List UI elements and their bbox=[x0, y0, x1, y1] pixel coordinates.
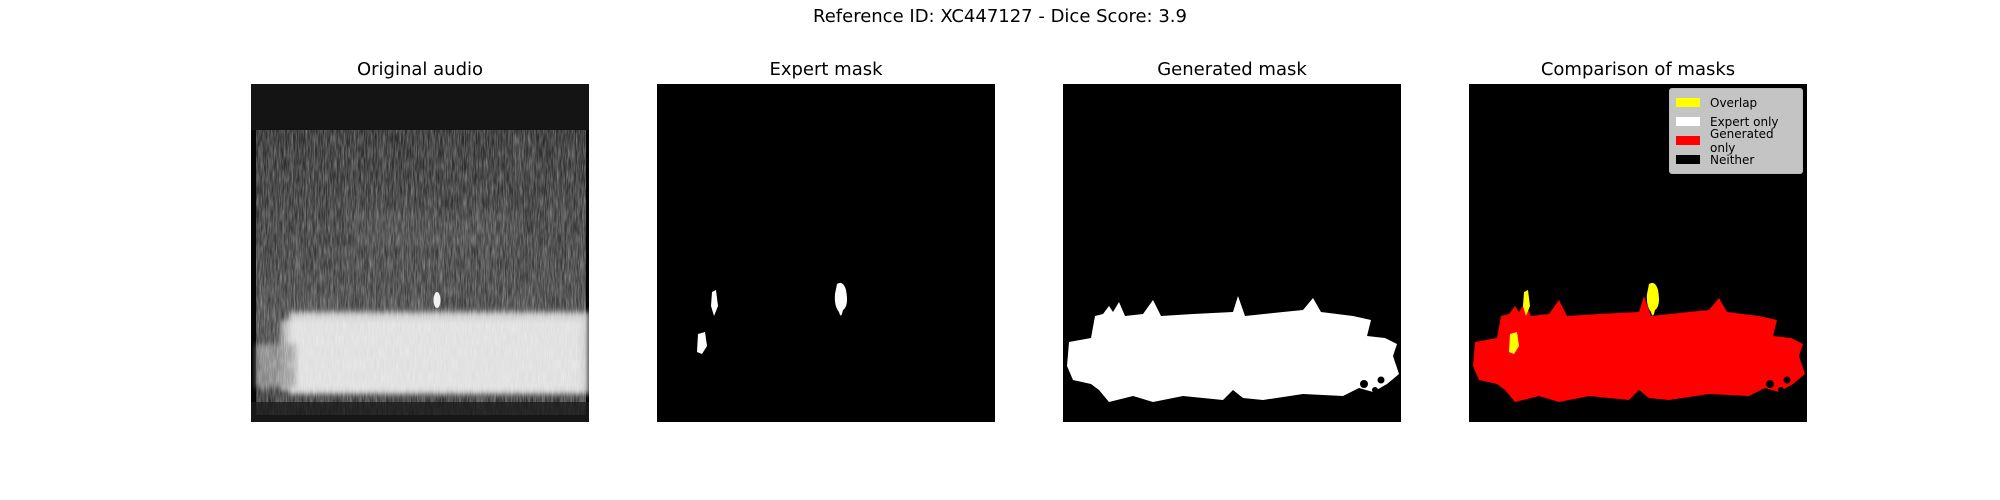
panel-title-expert-mask: Expert mask bbox=[769, 59, 883, 80]
legend-label: Overlap bbox=[1710, 95, 1758, 110]
comparison-mask-image bbox=[1469, 84, 1807, 422]
generated-mask-image bbox=[1063, 84, 1401, 422]
expert-mask-image bbox=[657, 84, 995, 422]
legend bbox=[1669, 88, 1803, 174]
original-audio-spectrogram bbox=[251, 84, 589, 422]
legend-item-generated-only bbox=[1676, 126, 1796, 155]
legend-item-overlap bbox=[1676, 93, 1796, 112]
panel-title-generated-mask: Generated mask bbox=[1157, 59, 1307, 80]
panel-title-comparison: Comparison of masks bbox=[1540, 59, 1736, 80]
legend-label: Expert only bbox=[1710, 114, 1779, 129]
legend-swatch bbox=[1676, 136, 1700, 145]
legend-label: Generated only bbox=[1710, 126, 1774, 155]
legend-swatch bbox=[1676, 155, 1700, 164]
legend-label: Neither bbox=[1710, 152, 1755, 167]
legend-swatch bbox=[1676, 117, 1700, 126]
panel-title-original-audio: Original audio bbox=[356, 59, 484, 80]
figure-title: Reference ID: XC447127 - Dice Score: 3.9 bbox=[813, 6, 1187, 27]
legend-swatch bbox=[1676, 98, 1700, 107]
